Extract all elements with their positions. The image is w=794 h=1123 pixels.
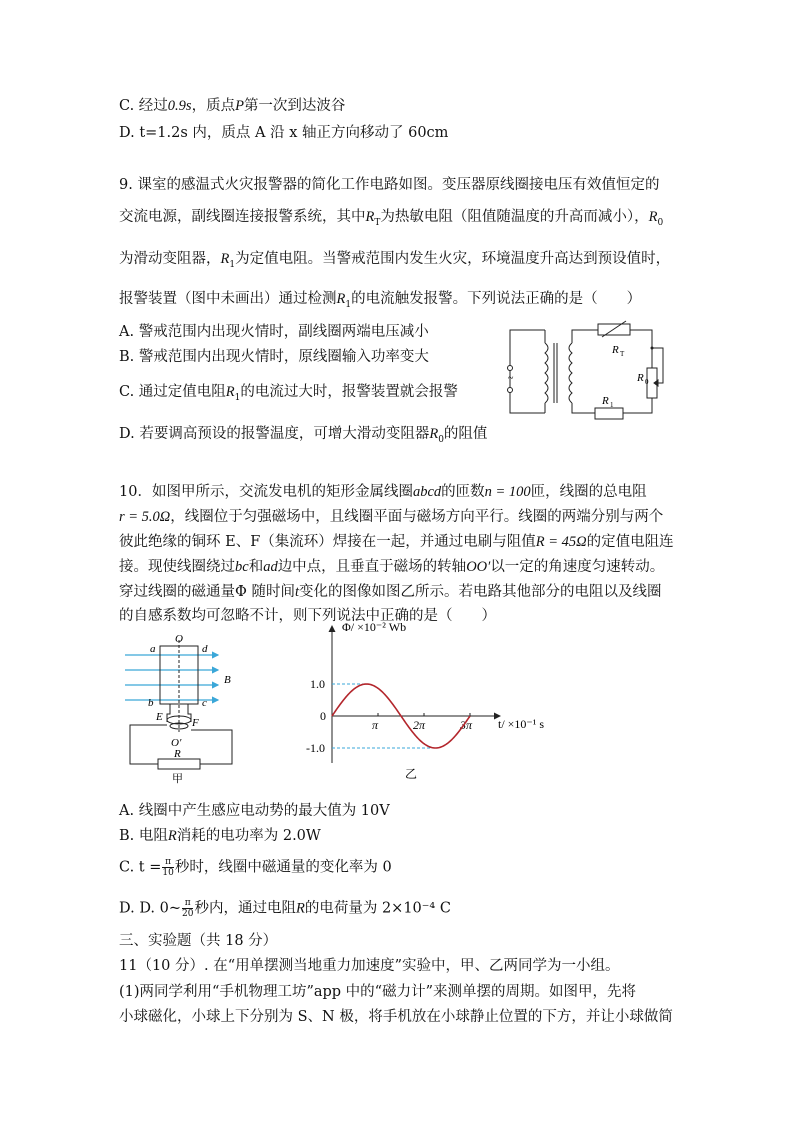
caption-yi: 乙 (405, 767, 418, 781)
q9-option-c: C. 通过定值电阻$R_1$的电流过大时，报警装置就会报警 (119, 384, 458, 403)
q10-stem-line1: 10．如图甲所示，交流发电机的矩形金属线圈abcd的匝数n = 100匝，线圈的总电阻 (119, 484, 647, 500)
q10-stem-line2: r = 5.0Ω，线圈位于匀强磁场中，且线圈平面与磁场方向平行。线圈的两端分别与两个 (119, 509, 664, 525)
label-b: b (148, 697, 154, 709)
label-O: O (175, 633, 183, 645)
q11-line3: 小球磁化，小球上下分别为 S、N 极，将手机放在小球静止位置的下方，并让小球做简 (119, 1009, 673, 1025)
q9-stem-line2: 交流电源，副线圈连接报警系统，其中$R_T$为热敏电阻（阻值随温度的升高而减小），$R_0$ (119, 209, 664, 228)
ac-source-symbol: ~ (508, 373, 514, 384)
q10-option-b: B. 电阻R消耗的电功率为 2.0W (119, 828, 321, 844)
q10-option-d: D. D. 0~ $\frac{\pi}{20}$ 秒内，通过电阻R的电荷量为 2×10⁻⁴ C (119, 898, 451, 919)
q9-stem-line1: 9. 课室的感温式火灾报警器的简化工作电路如图。变压器原线圈接电压有效值恒定的 (119, 177, 660, 193)
label-c: c (202, 697, 207, 709)
label-rt: R (612, 344, 619, 356)
q11-line2: (1)两同学利用“手机物理工坊”app 中的“磁力计”来测单摆的周期。如图甲，先将 (119, 984, 637, 1000)
q10-option-a: A. 线圈中产生感应电动势的最大值为 10V (119, 803, 390, 819)
label-rt-sub: T (620, 350, 625, 358)
label-R: R (174, 748, 181, 760)
label-d: d (202, 643, 208, 655)
fraction-pi-20: $\frac{\pi}{20}$ (182, 898, 194, 919)
q9-stem-line4: 报警装置（图中未画出）通过检测$R_1$的电流触发报警。下列说法正确的是（ ） (119, 291, 642, 310)
x-tick-3pi: 3π (460, 718, 473, 732)
x-tick-2pi: 2π (413, 718, 426, 732)
generator-coil-figure (120, 632, 270, 785)
q8-option-c: C. 经过0.9s，质点P第一次到达波谷 (119, 98, 346, 114)
y-tick-zero: 0 (320, 709, 326, 723)
y-tick-pos: 1.0 (310, 677, 325, 691)
q10-stem-line6: 的自感系数均可忽略不计，则下列说法中正确的是（ ） (119, 608, 496, 624)
q9-option-a: A. 警戒范围内出现火情时，副线圈两端电压减小 (119, 324, 429, 340)
q9-option-b: B. 警戒范围内出现火情时，原线圈输入功率变大 (119, 349, 429, 365)
x-axis-label: t/ ×10⁻¹ s (498, 717, 545, 731)
q11-line1: 11（10 分）. 在“用单摆测当地重力加速度”实验中，甲、乙两同学为一小组。 (119, 958, 620, 974)
q10-stem-line3: 彼此绝缘的铜环 E、F（集流环）焊接在一起，并通过电刷与阻值R = 45Ω的定值电阻连 (119, 534, 674, 550)
transformer-circuit-diagram (500, 318, 675, 423)
label-r1-sub: 1 (610, 401, 614, 409)
q10-stem-line5: 穿过线圈的磁通量Φ 随时间t变化的图像如图乙所示。若电路其他部分的电阻以及线圈 (119, 584, 662, 600)
x-tick-pi: π (372, 718, 379, 732)
label-O-prime: O′ (171, 737, 182, 749)
label-a: a (150, 643, 156, 655)
label-r0-sub: 0 (645, 378, 649, 386)
section3-heading: 三、实验题（共 18 分） (119, 933, 278, 949)
flux-time-chart (300, 618, 600, 788)
label-r1: R (602, 395, 609, 407)
q9-option-d: D. 若要调高预设的报警温度，可增大滑动变阻器$R_0$的阻值 (119, 426, 488, 445)
q9-stem-line3: 为滑动变阻器，$R_1$为定值电阻。当警戒范围内发生火灾，环境温度升高达到预设值时， (119, 251, 671, 270)
caption-jia: 甲 (172, 773, 183, 785)
q8-option-d: D. t=1.2s 内，质点 A 沿 x 轴正方向移动了 60cm (119, 125, 449, 141)
label-F: F (192, 717, 199, 729)
fraction-pi-10: $\frac{\pi}{10}$ (162, 857, 174, 878)
q10-stem-line4: 接。现使线圈绕过bc和ad边中点，且垂直于磁场的转轴OO′以一定的角速度匀速转动。 (119, 559, 665, 575)
q10-option-c: C. t = $\frac{\pi}{10}$ 秒时，线圈中磁通量的变化率为 0 (119, 857, 392, 878)
y-tick-neg: -1.0 (306, 741, 325, 755)
y-axis-label: Φ/ ×10⁻² Wb (342, 620, 407, 634)
label-B: B (224, 674, 231, 686)
label-E: E (156, 711, 163, 723)
label-r0: R (637, 372, 644, 384)
